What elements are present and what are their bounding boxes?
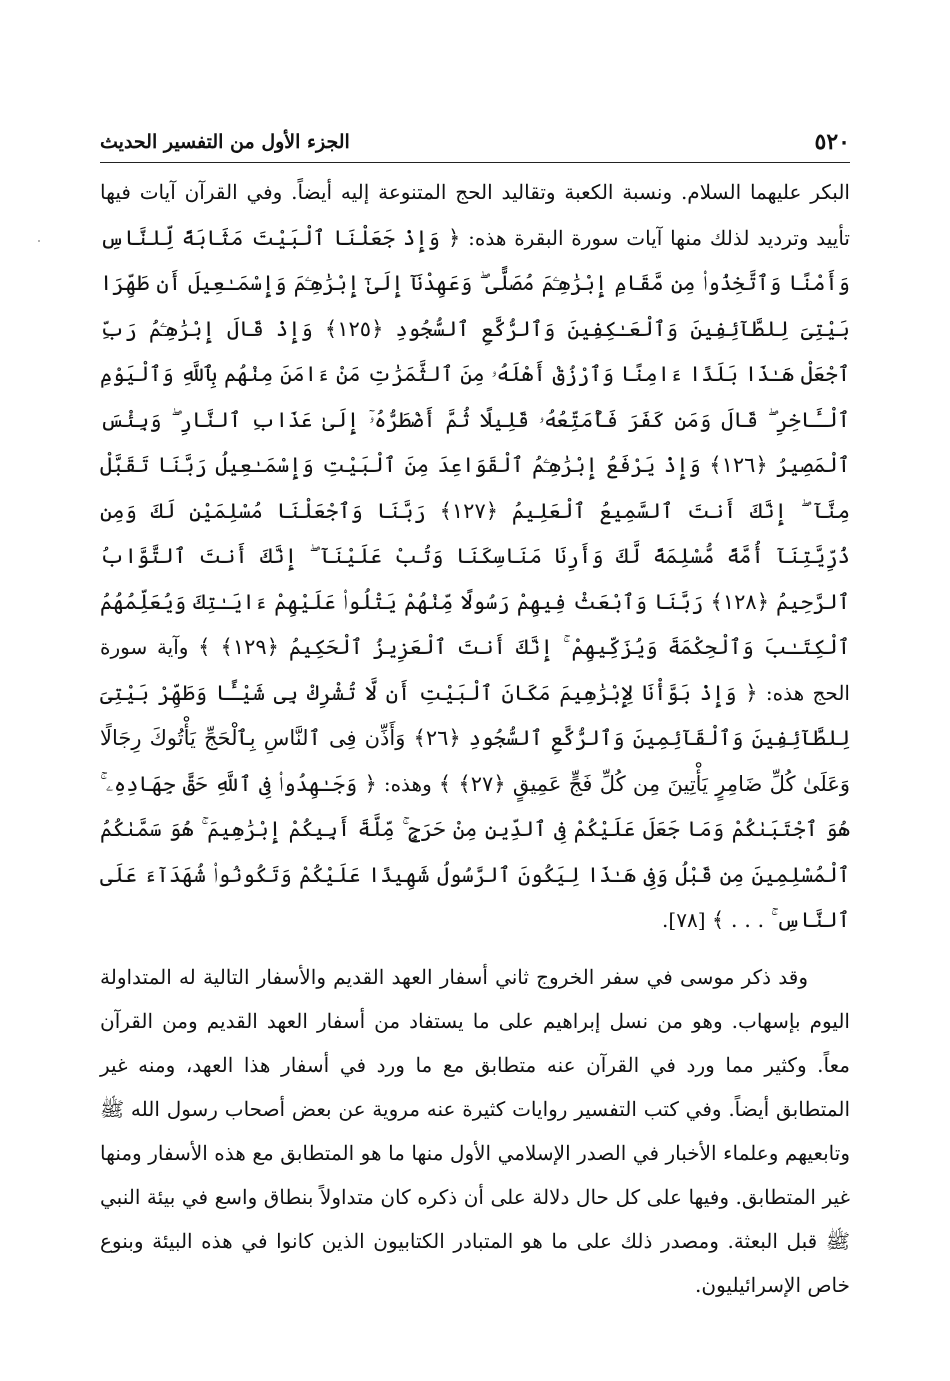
and-this-text: وهذه: [383,771,432,796]
margin-speck [38,240,40,242]
header-rule [100,162,850,163]
paragraph-quran-citations [100,170,850,944]
running-title: الجزء الأول من التفسير الحديث [100,131,350,153]
body-text [100,170,850,1307]
quran-verses-hajj-1: ﴿ وَإِذْ بَوَّأْنَا لِإِبْرَٰهِيمَ مَكَانَ ٱلْبَيْتِ أَن لَّا تُشْرِكْ بِى شَيْـًٔا وَطَهِّرْ بَيْتِىَ لِلطَّآئِفِينَ وَٱلْقَآئِمِينَ وَٱلرُّكَّعِ ٱلسُّجُودِ ﴿٢٦﴾ وَأَذِّن فِى ٱلنَّاسِ بِٱلْحَجِّ يَأْتُوكَ رِجَالًا وَعَلَىٰ كُلِّ ضَامِرٍ يَأْتِينَ مِن كُلِّ فَجٍّ عَمِيقٍ ﴿٢٧﴾ ﴾ [100,680,851,796]
page-number: ٥٢٠ [814,129,850,155]
paragraph-moses: وقد ذكر موسى في سفر الخروج ثاني أسفار العهد القديم والأسفار التالية له المتداولة اليوم بإسهاب. وهو من نسل إبراهيم على ما يستفاد من أسفار العهد القديم ومن القرآن معاً. وكثير مما ورد في القرآن عنه متطابق مع ما ورد في أسفار هذا العهد، ومنه غير المتطابق أيضاً. وفي كتب التفسير روايات كثيرة عنه مروية عن بعض أصحاب رسول الله ﷺ وتابعيهم وعلماء الأخبار في الصدر الإسلامي الأول منها ما هو المتطابق مع هذه الأسفار ومنها غير المتطابق. وفيها على كل حال دلالة على أن ذكره كان متداولاً بنطاق واسع في بيئة النبي ﷺ قبل البعثة. ومصدر ذلك على ما هو المتبادر الكتابيون الذين كانوا في هذه البيئة وبنوع خاص الإسرائيليون. [100,964,850,1297]
quran-verses-baqara: ﴿ وَإِذْ جَعَلْنَا ٱلْبَيْتَ مَثَابَةً لِّلنَّاسِ وَأَمْنًا وَٱتَّخِذُوا۟ مِن مَّقَامِ إِبْرَٰهِـۧمَ مُصَلًّى ۖ وَعَهِدْنَآ إِلَىٰٓ إِبْرَٰهِـۧمَ وَإِسْمَـٰعِيلَ أَن طَهِّرَا بَيْتِىَ لِلطَّآئِفِينَ وَٱلْعَـٰكِفِينَ وَٱلرُّكَّعِ ٱلسُّجُودِ ﴿١٢٥﴾ وَإِذْ قَالَ إِبْرَٰهِـۧمُ رَبِّ ٱجْعَلْ هَـٰذَا بَلَدًا ءَامِنًا وَٱرْزُقْ أَهْلَهُۥ مِنَ ٱلثَّمَرَٰتِ مَنْ ءَامَنَ مِنْهُم بِٱللَّهِ وَٱلْيَوْمِ ٱلْـَٔاخِرِ ۖ قَالَ وَمَن كَفَرَ فَأُمَتِّعُهُۥ قَلِيلًا ثُمَّ أَضْطَرُّهُۥٓ إِلَىٰ عَذَابِ ٱلنَّارِ ۖ وَبِئْسَ ٱلْمَصِيرُ ﴿١٢٦﴾ وَإِذْ يَرْفَعُ إِبْرَٰهِـۧمُ ٱلْقَوَاعِدَ مِنَ ٱلْبَيْتِ وَإِسْمَـٰعِيلُ رَبَّنَا تَقَبَّلْ مِنَّآ ۖ إِنَّكَ أَنتَ ٱلسَّمِيعُ ٱلْعَلِيمُ ﴿١٢٧﴾ رَبَّنَا وَٱجْعَلْنَا مُسْلِمَيْنِ لَكَ وَمِن ذُرِّيَّتِنَآ أُمَّةً مُّسْلِمَةً لَّكَ وَأَرِنَا مَنَاسِكَنَا وَتُبْ عَلَيْنَآ ۖ إِنَّكَ أَنتَ ٱلتَّوَّابُ ٱلرَّحِيمُ ﴿١٢٨﴾ رَبَّنَا وَٱبْعَثْ فِيهِمْ رَسُولًا مِّنْهُمْ يَتْلُوا۟ عَلَيْهِمْ ءَايَـٰتِكَ وَيُعَلِّمُهُمُ ٱلْكِتَـٰبَ وَٱلْحِكْمَةَ وَيُزَكِّيهِمْ ۚ إِنَّكَ أَنتَ ٱلْعَزِيزُ ٱلْحَكِيمُ ﴿١٢٩﴾ ﴾ [100,225,850,659]
intro-text: البكر عليهما السلام. ونسبة الكعبة وتقاليد الحج المتنوعة إليه أيضاً. وفي القرآن آيات فيها تأييد وترديد لذلك منها آيات سورة البقرة هذه: [100,180,850,250]
verse-reference: [٧٨]. [662,908,706,932]
hajj-intro-text: وآية سورة الحج هذه: [100,635,850,705]
quran-verses-hajj-2: ﴿ وَجَـٰهِدُوا۟ فِى ٱللَّهِ حَقَّ جِهَادِهِۦ ۚ هُوَ ٱجْتَبَىٰكُمْ وَمَا جَعَلَ عَلَيْكُمْ فِى ٱلدِّينِ مِنْ حَرَجٍ ۚ مِّلَّةَ أَبِيكُمْ إِبْرَٰهِيمَ ۚ هُوَ سَمَّىٰكُمُ ٱلْمُسْلِمِينَ مِن قَبْلُ وَفِى هَـٰذَا لِيَكُونَ ٱلرَّسُولُ شَهِيدًا عَلَيْكُمْ وَتَكُونُوا۟ شُهَدَآءَ عَلَى ٱلنَّاسِ ۚ . . . ﴾ [100,771,850,932]
page-header [100,126,850,158]
